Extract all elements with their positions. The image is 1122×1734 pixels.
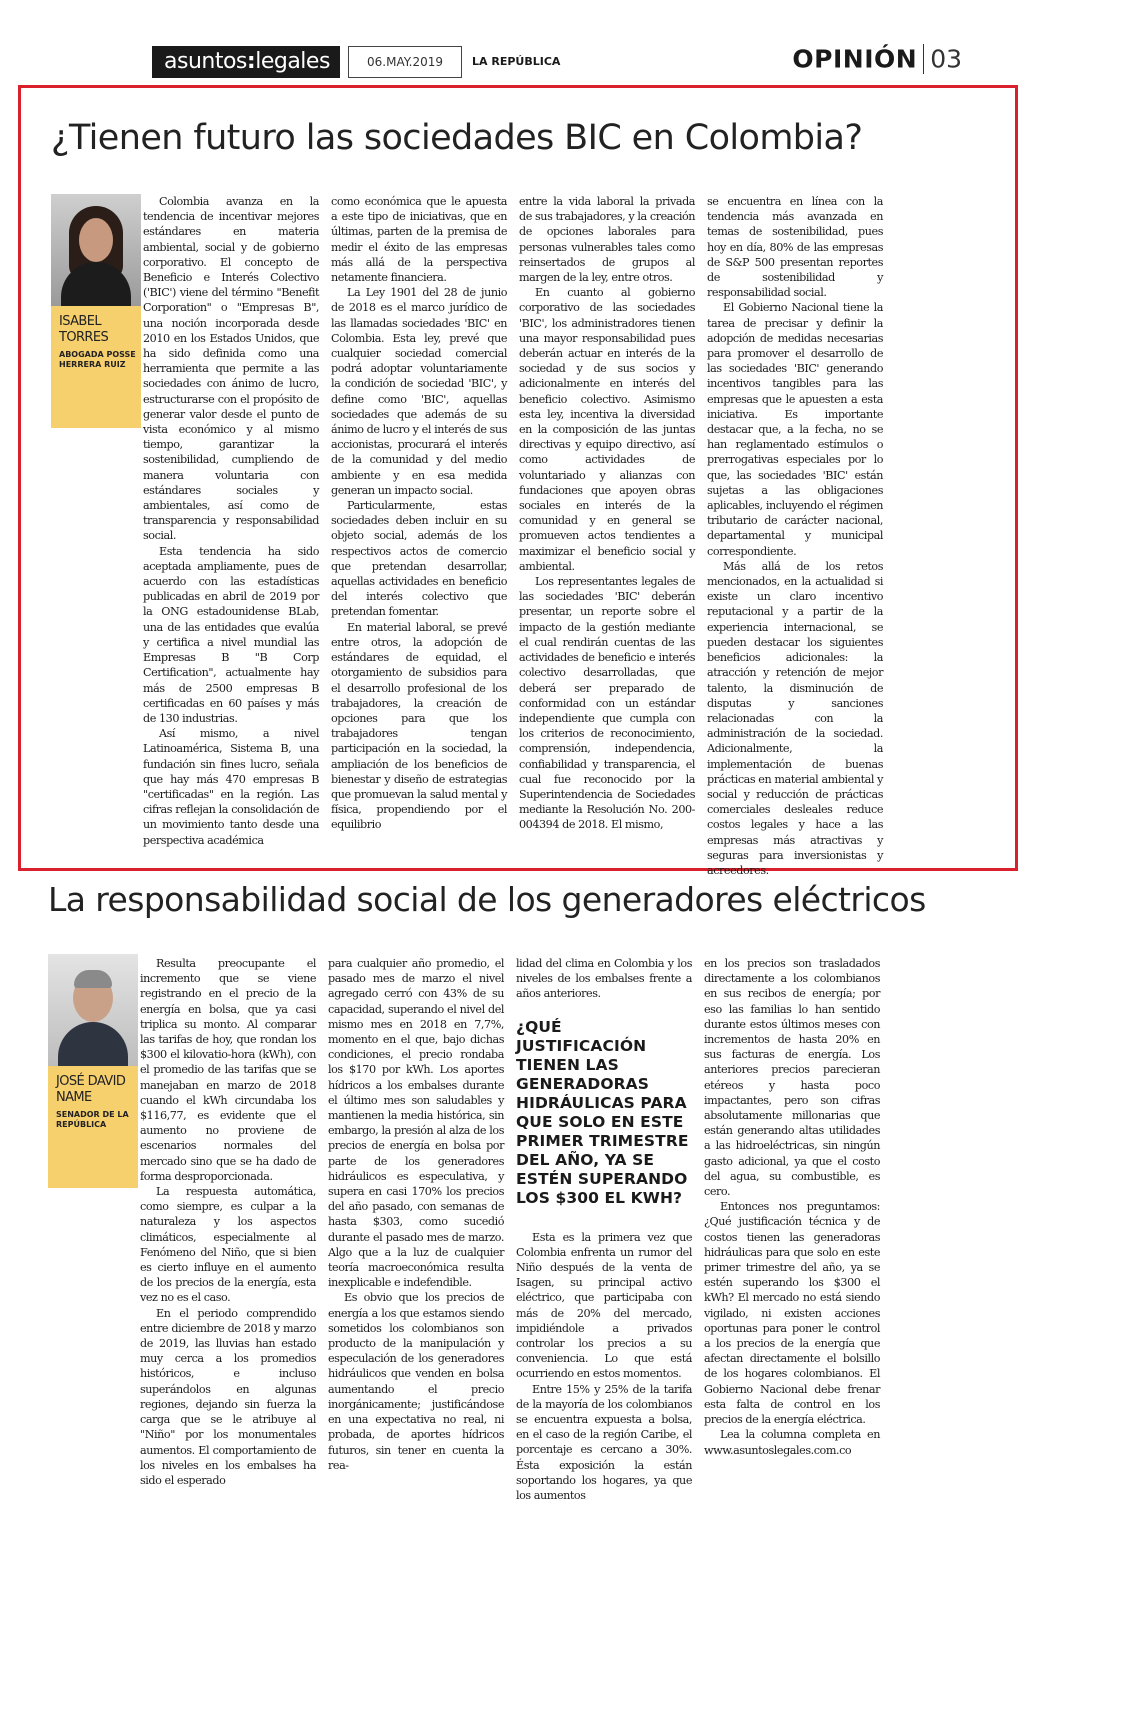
paragraph: Entre 15% y 25% de la tarifa de la mayoría de los colombianos se encuentra expuesta a bolsa, en el caso de la región Caribe, el porcentaje es cercano a 30%. Ésta exposición la están soportando los hogares, ya que los aumentos [516, 1382, 692, 1503]
paragraph: para cualquier año promedio, el pasado mes de marzo el nivel agregado cerró con 43% de su capacidad, superando el nivel del mismo mes en 2018 en 7,7%, momento en el que, bajo dichas condiciones, el precio rondaba los $170 por kWh. Los aportes hídricos a los embalses durante el último mes son saludables y mantienen la media histórica, sin embargo, la presión al alza de los precios de energía en bolsa por parte de los generadores hidráulicos es especulativa, y supera en casi 170% los precios del año pasado, con semanas de hasta $303, como sucedió durante el pasado mes de marzo. Algo que a la luz de cualquier teoría macroeconómica resulta inexplicable e indefendible. [328, 957, 504, 1290]
article-headline: ¿Tienen futuro las sociedades BIC en Colombia? [51, 118, 863, 158]
article-column-1 [143, 194, 319, 848]
paragraph: lidad del clima en Colombia y los niveles de los embalses frente a años anteriores. [516, 957, 692, 1001]
paragraph: Particularmente, estas sociedades deben incluir en su objeto social, además de los respectivos actos de comercio que pretendan desarrollar, aquellas actividades en beneficio del interés colectivo que pretendan fomentar. [331, 499, 507, 619]
author-role: SENADOR DE LA REPÚBLICA [56, 1110, 129, 1129]
newspaper-name: LA REPÚBLICA [472, 55, 561, 68]
paragraph: En el periodo comprendido entre diciembre de 2018 y marzo de 2019, las lluvias han estado muy cerca a los promedios históricos, e incluso superándolos en algunas regiones, dejando sin fuerza la carga que se le atribuye al "Niño" por los monumentales aumentos. El comportamiento de los niveles en los embalses ha sido el esperado [140, 1306, 316, 1487]
author-name: JOSÉ DAVID NAME [56, 1074, 126, 1105]
article-electric-generators [18, 876, 1018, 1503]
article-column-2 [331, 194, 507, 833]
article-bic-societies [18, 85, 1018, 877]
article-column-2 [328, 956, 504, 1473]
paragraph: en los precios son trasladados directamente a los colombianos en sus recibos de energía; por eso las familias lo han sentido durante estos últimos meses con incrementos de hasta 20% en sus facturas de energía. Los anteriores precios parecieran etéreos y hasta poco impactantes, pero son cifras absolutamente millonarias que están generando altas utilidades a las hidroeléctricas, sin ningún gasto adicional, ya que el costo del agua, su combustible, es cero. [704, 957, 880, 1199]
article-column-4 [704, 956, 880, 1458]
paragraph: entre la vida laboral la privada de sus trabajadores, y la creación de opciones laborales para personas vulnerables tales como reinsertados de grupos al margen de la ley, entre otros. [519, 195, 695, 285]
paragraph: En cuanto al gobierno corporativo de las sociedades 'BIC', los administradores tienen una mayor responsabilidad pues deberán actuar en interés de la sociedad y de sus socios y adicionalmente en interés del beneficio colectivo. Asimismo esta ley, incentiva la diversidad en la composición de las juntas directivas y equipo directivo, así como actividades de voluntariado y alianzas con fundaciones que apoyen obras sociales en interés de la comunidad y en general se promueven actos tendientes a maximizar el beneficio social y ambiental. [519, 286, 695, 573]
section-header [792, 44, 962, 80]
article-column-3 [516, 956, 692, 1503]
article-column-4 [707, 194, 883, 878]
paragraph: El Gobierno Nacional tiene la tarea de precisar y definir la adopción de medidas necesarias para promover el desarrollo de las sociedades 'BIC' generando incentivos tangibles para las empresas que le apuesten a esta iniciativa. Es importante destacar que, a la fecha, no se han reglamentado estímulos o prerrogativas especiales por lo que, las sociedades 'BIC' están sujetas a las obligaciones aplicables, incluyendo el régimen tributario de carácter nacional, departamental y municipal correspondiente. [707, 301, 883, 558]
article-headline: La responsabilidad social de los generadores eléctricos [48, 880, 926, 919]
section-divider [923, 44, 924, 74]
paragraph: se encuentra en línea con la tendencia más avanzada en temas de sostenibilidad, pues hoy en día, 80% de las empresas de S&P 500 presentan reportes de sostenibilidad y responsabilidad social. [707, 195, 883, 300]
paragraph: Es obvio que los precios de energía a los que estamos siendo sometidos los colombianos son producto de la manipulación y especulación de los generadores hidráulicos que venden en bolsa aumentando el precio inorgánicamente; justificándose en una expectativa no real, ni probada, de aportes hídricos futuros, sin tener en cuenta la rea- [328, 1291, 504, 1472]
pull-quote: ¿QUÉ JUSTIFICACIÓN TIENEN LAS GENERADORAS HIDRÁULICAS PARA QUE SOLO EN ESTE PRIMER TRIMESTRE DEL AÑO, YA SE ESTÉN SUPERANDO LOS $300 EL KWH? [516, 1017, 689, 1207]
paragraph: En material laboral, se prevé entre otros, la adopción de estándares de equidad, el otorgamiento de subsidios para el desarrollo profesional de los trabajadores, la creación de opciones para que los trabajadores tengan participación en la sociedad, la ampliación de los beneficios de bienestar y diseño de estrategias que promuevan la salud mental y física, propendiendo por el equilibrio [331, 620, 507, 832]
section-name: OPINIÓN [792, 44, 918, 74]
author-photo [51, 194, 141, 306]
paragraph: Colombia avanza en la tendencia de incentivar mejores estándares en materia ambiental, social y de gobierno corporativo. El concepto de Beneficio e Interés Colectivo ('BIC') viene del término "Benefit Corporation" o "Empresas B", una noción incorporada desde 2010 en los Estados Unidos, que ha sido definida como una herramienta que permite a las sociedades con ánimo de lucro, estructurarse con el propósito de generar valor desde el punto de vista económico y al mismo tiempo, garantizar la sostenibilidad, cumpliendo de manera voluntaria con estándares sociales y ambientales, así como de transparencia y responsabilidad social. [143, 195, 319, 543]
paragraph: Así mismo, a nivel Latinoamérica, Sistema B, una fundación sin fines lucro, señala que hay más 470 empresas B "certificadas" en la región. Las cifras reflejan la consolidación de un movimiento tanto desde una perspectiva académica [143, 727, 319, 847]
author-card [51, 194, 141, 428]
masthead [152, 44, 962, 84]
paragraph: como económica que le apuesta a este tipo de iniciativas, que en últimas, parten de la premisa de medir el éxito de las empresas más allá de la perspectiva netamente financiera. [331, 195, 507, 285]
brand-logo: asuntos:legales [152, 46, 340, 78]
paragraph: Resulta preocupante el incremento que se viene registrando en el precio de la energía en bolsa, que ya casi triplica su monto. Al comparar las tarifas de hoy, que rondan los $300 el kilovatio-hora (kWh), con el promedio de las tarifas que se manejaban en marzo de 2018 cuando el kWh circundaba los $116,77, es evidente que el aumento no proviene de escenarios normales del mercado sino que se ha dado de forma desproporcionada. [140, 957, 316, 1183]
paragraph: La respuesta automática, como siempre, es culpar a la naturaleza y los aspectos climáticos, especialmente al Fenómeno del Niño, que si bien es cierto influye en el aumento de los precios de la energía, esta vez no es el caso. [140, 1185, 316, 1305]
issue-date: 06.MAY.2019 [348, 46, 462, 78]
article-column-1 [140, 956, 316, 1488]
paragraph: Los representantes legales de las sociedades 'BIC' deberán presentar, un reporte sobre el impacto de la gestión mediante el cual rendirán cuentas de las actividades de beneficio e interés colectivo desarrolladas, que deberá ser preparado de conformidad con un estándar independiente que cumpla con los criterios de reconocimiento, comprensión, independencia, confiabilidad y transparencia, el cual fue reconocido por la Superintendencia de Sociedades mediante la Resolución No. 200-004394 de 2018. El mismo, [519, 575, 695, 832]
author-photo [48, 954, 138, 1066]
author-card [48, 954, 138, 1188]
paragraph: Entonces nos preguntamos: ¿Qué justificación técnica y de costos tienen las generadoras hidráulicas para que solo en este primer trimestre del año, ya se estén superando los $300 el kWh? El mercado no está siendo vigilado, ni existen acciones oportunas para poner le control a los precios de la energía que afectan directamente el bolsillo de los hogares colombianos. El Gobierno Nacional debe frenar esta falta de control en los precios de la energía eléctrica. [704, 1200, 880, 1427]
paragraph: Esta es la primera vez que Colombia enfrenta un rumor del Niño después de la venta de Isagen, su principal activo eléctrico, que participaba con más de 20% del mercado, impidiéndole a privados controlar los precios a su conveniencia. Lo que está ocurriendo en estos momentos. [516, 1230, 692, 1381]
article-column-3 [519, 194, 695, 833]
author-role: ABOGADA POSSE HERRERA RUIZ [59, 350, 136, 369]
author-name: ISABEL TORRES [59, 314, 109, 345]
paragraph: La Ley 1901 del 28 de junio de 2018 es el marco jurídico de las llamadas sociedades 'BIC' en Colombia. Esta ley, prevé que cualquier sociedad comercial podrá adoptar voluntariamente la condición de sociedad 'BIC', y define como 'BIC', aquellas sociedades que además de su ánimo de lucro y el interés de sus accionistas, procurará el interés de la comunidad y del medio ambiente y en esa medida generan un impacto social. [331, 286, 507, 497]
paragraph: Lea la columna completa en www.asuntoslegales.com.co [704, 1428, 880, 1457]
paragraph: Esta tendencia ha sido aceptada ampliamente, pues de acuerdo con las estadísticas publicadas en abril de 2019 por la ONG estadounidense BLab, una de las entidades que evalúa y certifica a nivel mundial las Empresas B "B Corp Certification", actualmente hay más de 2500 empresas B certificadas en 60 países y más de 130 industrias. [143, 544, 319, 725]
page-number: 03 [930, 44, 962, 74]
paragraph: Más allá de los retos mencionados, en la actualidad si existe un claro incentivo reputacional y a partir de la experiencia internacional, se pueden destacar los siguientes beneficios adicionales: la atracción y retención de mejor talento, la disminución de disputas y sanciones relacionadas con la administración de la sociedad. Adicionalmente, la implementación de buenas prácticas en material ambiental y social y reducción de prácticas comerciales desleales reduce costos legales y hace a las empresas más atractivas y seguras para inversionistas y acreedores. [707, 559, 883, 877]
